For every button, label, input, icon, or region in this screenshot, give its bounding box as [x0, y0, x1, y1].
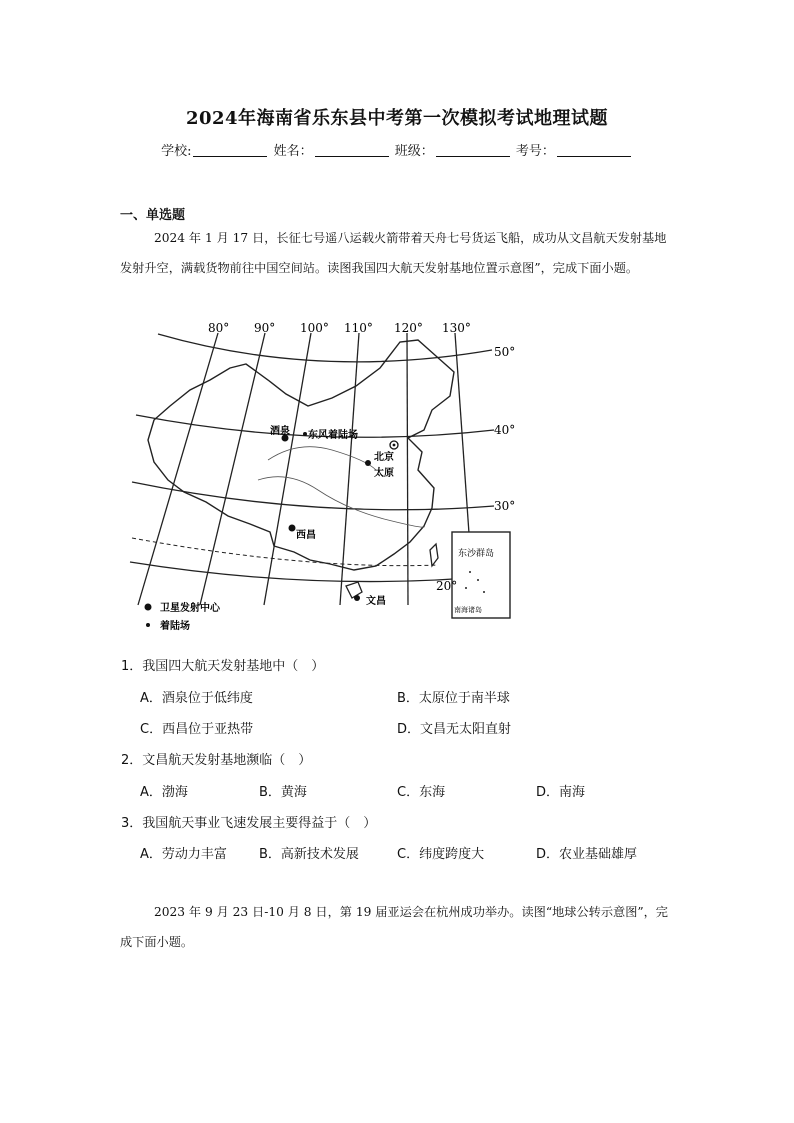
- q2-option-d[interactable]: D．南海: [536, 785, 586, 800]
- class-label: 班级：: [394, 144, 434, 159]
- question-2-stem: 2．文昌航天发射基地濒临（ ）: [121, 753, 312, 768]
- map-legend: [145, 601, 221, 632]
- section-heading: 一、单选题: [120, 208, 186, 223]
- page-title: 2024年海南省乐东县中考第一次模拟考试地理试题: [185, 108, 609, 129]
- beijing-marker-center: [393, 444, 396, 447]
- xichang-dot: [289, 525, 296, 532]
- q1-option-b[interactable]: B．太原位于南半球: [397, 691, 510, 706]
- lat-label: 30°: [494, 499, 516, 513]
- name-label: 姓名：: [273, 144, 313, 159]
- legend-launch-dot: [145, 604, 152, 611]
- number-blank[interactable]: [557, 143, 631, 157]
- lon-label: 130°: [442, 321, 471, 335]
- q1-option-d[interactable]: D．文昌无太阳直射: [397, 722, 512, 737]
- legend-landing-dot: [146, 623, 150, 627]
- inset-label-nanhai: 南海诸岛: [454, 606, 482, 614]
- school-blank[interactable]: [193, 143, 267, 157]
- question-3-stem: 3．我国航天事业飞速发展主要得益于（ ）: [121, 816, 377, 831]
- lon-label: 120°: [394, 321, 423, 335]
- number-label: 考号：: [515, 144, 555, 159]
- launch-base-map: [118, 320, 516, 632]
- question-1-stem: 1．我国四大航天发射基地中（ ）: [121, 659, 325, 674]
- q2-option-c[interactable]: C．东海: [397, 785, 446, 800]
- q3-option-d[interactable]: D．农业基础雄厚: [536, 847, 638, 862]
- wenchang-dot: [354, 595, 360, 601]
- place-label-wenchang: 文昌: [366, 596, 386, 607]
- place-label-beijing: 北京: [374, 452, 394, 463]
- lat-label: 40°: [494, 423, 516, 437]
- q3-option-c[interactable]: C．纬度跨度大: [397, 847, 485, 862]
- lon-label: 80°: [208, 321, 230, 335]
- q3-option-a[interactable]: A．劳动力丰富: [140, 847, 227, 862]
- place-label-xichang: 西昌: [296, 530, 316, 541]
- q1-option-c[interactable]: C．西昌位于亚热带: [140, 722, 254, 737]
- q2-option-b[interactable]: B．黄海: [259, 785, 307, 800]
- q2-option-a[interactable]: A．渤海: [140, 785, 188, 800]
- taiwan-island: [430, 544, 438, 566]
- place-label-taiyuan: 太原: [374, 468, 394, 479]
- river-lines: [258, 447, 424, 527]
- lat-label: 20°: [436, 579, 458, 593]
- passage-1: 2024 年 1 月 17 日，长征七号遥八运载火箭带着天舟七号货运飞船，成功从文昌航天发射基地发射升空，满载货物前往中国空间站。读图我国四大航天发射基地位置示意图”，完成下面小题。: [120, 231, 667, 275]
- q3-option-b[interactable]: B．高新技术发展: [259, 847, 359, 862]
- hainan-island: [346, 582, 362, 598]
- place-label-jiuquan: 酒泉: [270, 426, 290, 437]
- inset-label-dongsha: 东沙群岛: [458, 549, 495, 559]
- legend-launch-center: 卫星发射中心: [160, 603, 220, 614]
- school-label: 学校:: [161, 144, 192, 159]
- student-info-line: [0, 140, 794, 159]
- parallel-lines: [130, 334, 494, 582]
- taiyuan-dot: [365, 460, 371, 466]
- name-blank[interactable]: [315, 143, 389, 157]
- place-label-dongfeng: 东风着陆场: [308, 430, 358, 441]
- lon-label: 100°: [300, 321, 329, 335]
- longitude-labels: [208, 321, 471, 335]
- meridian-lines: [138, 333, 474, 605]
- lat-label: 50°: [494, 345, 516, 359]
- lon-label: 110°: [344, 321, 373, 335]
- legend-landing-site: 着陆场: [160, 621, 190, 632]
- dongfeng-dot: [303, 432, 307, 436]
- class-blank[interactable]: [436, 143, 510, 157]
- passage-2: 2023 年 9 月 23 日-10 月 8 日，第 19 届亚运会在杭州成功举办。读图“地球公转示意图”，完成下面小题。: [120, 905, 668, 949]
- lon-label: 90°: [254, 321, 276, 335]
- q1-option-a[interactable]: A．酒泉位于低纬度: [140, 691, 253, 706]
